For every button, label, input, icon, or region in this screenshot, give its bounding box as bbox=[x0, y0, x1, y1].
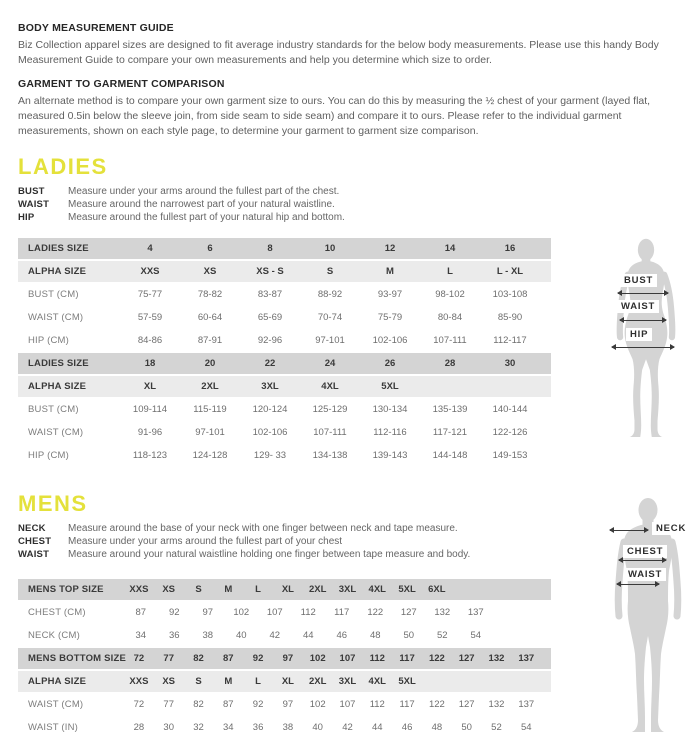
table-row-neck-cm- bbox=[18, 625, 551, 646]
table-cell: 117 bbox=[334, 607, 350, 618]
legend-row-waist bbox=[18, 199, 682, 211]
table-cell: 132 bbox=[434, 607, 451, 618]
table-row-waist-cm- bbox=[18, 307, 551, 328]
table-cell: 137 bbox=[518, 699, 535, 710]
row-label: WAIST (CM) bbox=[28, 699, 84, 710]
table-cell: 3XL bbox=[338, 676, 357, 687]
table-cell: 3XL bbox=[338, 584, 357, 595]
table-cell: 82 bbox=[193, 699, 204, 710]
table-row-waist-cm- bbox=[18, 694, 551, 715]
table-cell: 144-148 bbox=[432, 450, 468, 461]
table-cell: 38 bbox=[282, 722, 294, 733]
table-cell: 97-101 bbox=[315, 335, 345, 346]
table-cell: M bbox=[224, 676, 233, 687]
mens-section-heading: MENS bbox=[18, 491, 88, 516]
table-cell: 16 bbox=[504, 243, 516, 254]
table-cell: 82 bbox=[193, 653, 204, 664]
chest-measure-arrow-icon bbox=[619, 560, 666, 561]
table-cell: 88-92 bbox=[317, 289, 343, 300]
table-cell: 14 bbox=[444, 243, 456, 254]
ladies-size-table-2 bbox=[18, 353, 551, 466]
table-cell: 107 bbox=[339, 653, 356, 664]
table-cell: 117 bbox=[399, 653, 415, 664]
table-cell: 107 bbox=[339, 699, 356, 710]
table-cell: 139-143 bbox=[372, 450, 408, 461]
table-cell: 2XL bbox=[201, 381, 219, 392]
table-cell: 122-126 bbox=[492, 427, 528, 438]
table-cell: 44 bbox=[302, 630, 314, 641]
comparison-title: GARMENT TO GARMENT COMPARISON bbox=[18, 78, 225, 90]
table-cell: 132 bbox=[488, 653, 505, 664]
table-cell: 60-64 bbox=[197, 312, 223, 323]
table-cell: 107 bbox=[266, 607, 283, 618]
table-cell: 34 bbox=[135, 630, 147, 641]
table-cell: XS bbox=[162, 676, 176, 687]
table-cell: XS - S bbox=[256, 266, 284, 277]
row-label: HIP (CM) bbox=[28, 450, 70, 461]
table-cell: 24 bbox=[324, 358, 336, 369]
waist-figure-label: WAIST bbox=[617, 300, 659, 313]
table-cell: 97 bbox=[282, 699, 294, 710]
table-cell: 98-102 bbox=[435, 289, 465, 300]
table-cell: 78-82 bbox=[197, 289, 223, 300]
table-row-mens-bottom-size bbox=[18, 648, 551, 669]
table-cell: 115-119 bbox=[193, 404, 227, 415]
table-cell: 129- 33 bbox=[253, 450, 287, 461]
female-silhouette-icon bbox=[598, 234, 694, 449]
intro-paragraph: Biz Collection apparel sizes are designed to fit average industry standards for the below body measurements. Please use this handy Body Measurement Guide to compare your own measurements and help you determine which size to order. bbox=[18, 39, 659, 66]
table-cell: 4XL bbox=[368, 676, 386, 687]
hip-measure-arrow-icon bbox=[612, 347, 674, 348]
table-cell: 5XL bbox=[381, 381, 399, 392]
row-label: HIP (CM) bbox=[28, 335, 70, 346]
table-cell: L bbox=[255, 676, 261, 687]
ladies-measure-legend bbox=[18, 186, 682, 224]
bust-figure-label: BUST bbox=[620, 274, 657, 287]
table-cell: 2XL bbox=[308, 676, 327, 687]
table-cell: XXS bbox=[140, 266, 160, 277]
table-row-ladies-size bbox=[18, 353, 551, 374]
row-label: MENS TOP SIZE bbox=[28, 584, 104, 595]
table-cell: XXS bbox=[129, 676, 149, 687]
table-cell: 92 bbox=[252, 653, 264, 664]
legend-desc: Measure under your arms around the fullest part of your chest bbox=[68, 536, 343, 547]
table-cell: 40 bbox=[235, 630, 247, 641]
table-cell: 75-77 bbox=[137, 289, 163, 300]
table-row-alpha-size bbox=[18, 261, 551, 282]
table-cell: L bbox=[447, 266, 453, 277]
ladies-size-table-1 bbox=[18, 238, 551, 351]
table-cell: 46 bbox=[401, 722, 413, 733]
table-cell: 135-139 bbox=[432, 404, 468, 415]
table-cell: 103-108 bbox=[492, 289, 528, 300]
table-cell: S bbox=[195, 676, 202, 687]
table-cell: 130-134 bbox=[372, 404, 408, 415]
table-cell: S bbox=[195, 584, 202, 595]
table-cell: 28 bbox=[444, 358, 456, 369]
table-cell: 97 bbox=[202, 607, 214, 618]
legend-term: CHEST bbox=[18, 536, 52, 547]
row-label: WAIST (CM) bbox=[28, 427, 84, 438]
waist-measure-arrow-icon bbox=[620, 320, 666, 321]
legend-row-hip bbox=[18, 212, 682, 224]
table-cell: M bbox=[386, 266, 394, 277]
table-cell: 93-97 bbox=[377, 289, 403, 300]
table-cell: 102-106 bbox=[252, 427, 288, 438]
table-row-mens-top-size bbox=[18, 579, 551, 600]
table-cell: XXS bbox=[129, 584, 149, 595]
table-cell: 4XL bbox=[368, 584, 386, 595]
neck-measure-arrow-icon bbox=[610, 530, 648, 531]
table-cell: M bbox=[224, 584, 233, 595]
waist-figure-label: WAIST bbox=[624, 568, 666, 581]
table-cell: 38 bbox=[202, 630, 214, 641]
table-cell: 132 bbox=[488, 699, 505, 710]
table-cell: 44 bbox=[371, 722, 383, 733]
table-cell: 149-153 bbox=[492, 450, 528, 461]
table-cell: 112-116 bbox=[373, 427, 407, 438]
table-cell: 137 bbox=[467, 607, 484, 618]
row-label: LADIES SIZE bbox=[28, 243, 89, 254]
table-cell: 102 bbox=[309, 699, 326, 710]
table-cell: 112 bbox=[369, 653, 385, 664]
hip-figure-label: HIP bbox=[626, 328, 652, 341]
row-label: BUST (CM) bbox=[28, 289, 79, 300]
table-cell: 36 bbox=[252, 722, 264, 733]
legend-row-bust bbox=[18, 186, 682, 198]
row-label: ALPHA SIZE bbox=[28, 381, 87, 392]
table-cell: 109-114 bbox=[132, 404, 168, 415]
mens-size-table bbox=[18, 579, 551, 738]
table-cell: 3XL bbox=[261, 381, 279, 392]
table-cell: 2XL bbox=[308, 584, 327, 595]
table-cell: 30 bbox=[163, 722, 174, 733]
table-cell: 92 bbox=[252, 699, 264, 710]
row-label: CHEST (CM) bbox=[28, 607, 86, 618]
table-cell: 50 bbox=[403, 630, 415, 641]
table-cell: XS bbox=[162, 584, 176, 595]
table-cell: 46 bbox=[336, 630, 348, 641]
table-cell: 97-101 bbox=[195, 427, 225, 438]
table-row-alpha-size bbox=[18, 376, 551, 397]
table-cell: 102 bbox=[233, 607, 250, 618]
table-cell: S bbox=[326, 266, 334, 277]
legend-row-neck bbox=[18, 523, 682, 535]
table-cell: 97 bbox=[282, 653, 294, 664]
table-cell: 77 bbox=[163, 699, 174, 710]
legend-term: HIP bbox=[18, 212, 35, 223]
table-cell: 124-128 bbox=[192, 450, 228, 461]
table-row-ladies-size bbox=[18, 238, 551, 259]
table-cell: 12 bbox=[384, 243, 396, 254]
legend-term: NECK bbox=[18, 523, 46, 534]
row-label: LADIES SIZE bbox=[28, 358, 89, 369]
table-row-bust-cm- bbox=[18, 399, 551, 420]
ladies-section-heading: LADIES bbox=[18, 154, 108, 179]
table-cell: 42 bbox=[342, 722, 353, 733]
table-cell: 52 bbox=[491, 722, 502, 733]
table-cell: 102 bbox=[309, 653, 326, 664]
table-cell: XS bbox=[203, 266, 217, 277]
table-cell: 84-86 bbox=[137, 335, 163, 346]
table-cell: 5XL bbox=[398, 676, 416, 687]
legend-row-chest bbox=[18, 536, 682, 548]
table-cell: 125-129 bbox=[312, 404, 348, 415]
table-cell: L bbox=[255, 584, 261, 595]
table-cell: XL bbox=[143, 381, 157, 392]
table-cell: 118-123 bbox=[132, 450, 168, 461]
table-cell: 52 bbox=[436, 630, 448, 641]
mens-measure-legend bbox=[18, 523, 682, 561]
table-cell: 4 bbox=[147, 243, 153, 254]
table-cell: 87 bbox=[135, 607, 147, 618]
table-cell: 122 bbox=[428, 653, 445, 664]
table-cell: 122 bbox=[367, 607, 384, 618]
table-cell: XL bbox=[281, 676, 294, 687]
chest-figure-label: CHEST bbox=[623, 545, 667, 558]
table-row-bust-cm- bbox=[18, 284, 551, 305]
table-cell: 92-96 bbox=[257, 335, 283, 346]
legend-term: BUST bbox=[18, 186, 45, 197]
table-cell: 83-87 bbox=[257, 289, 283, 300]
table-cell: L - XL bbox=[496, 266, 524, 277]
ladies-figure bbox=[598, 234, 694, 449]
row-label: WAIST (IN) bbox=[28, 722, 79, 733]
table-cell: 117 bbox=[399, 699, 415, 710]
row-label: MENS BOTTOM SIZE bbox=[28, 653, 127, 664]
legend-term: WAIST bbox=[18, 549, 50, 560]
table-cell: 127 bbox=[458, 653, 475, 664]
table-cell: 85-90 bbox=[497, 312, 523, 323]
comparison-paragraph: An alternate method is to compare your own garment size to ours. You can do this by measuring the ½ chest of your garment (layed flat, measured 0.5in below the sleeve join, from side seam to side seam) and compare it to ours. Please refer to the individual garment measurements, shown on each style page, to determine your garment to garment size comparison. bbox=[18, 95, 651, 137]
table-cell: 134-138 bbox=[312, 450, 348, 461]
table-cell: 112 bbox=[300, 607, 316, 618]
table-cell: 127 bbox=[400, 607, 417, 618]
table-row-alpha-size bbox=[18, 671, 551, 692]
legend-desc: Measure around the narrowest part of your natural waistline. bbox=[68, 199, 335, 210]
table-cell: 54 bbox=[520, 722, 532, 733]
table-cell: 72 bbox=[133, 699, 145, 710]
waist-measure-arrow-icon bbox=[617, 584, 659, 585]
legend-desc: Measure around the fullest part of your natural hip and bottom. bbox=[68, 212, 345, 223]
table-cell: 6XL bbox=[428, 584, 446, 595]
table-cell: 92 bbox=[168, 607, 180, 618]
table-cell: 65-69 bbox=[257, 312, 283, 323]
table-cell: 107-111 bbox=[433, 335, 467, 346]
table-cell: 107-111 bbox=[313, 427, 347, 438]
table-cell: 137 bbox=[518, 653, 535, 664]
table-cell: 112 bbox=[369, 699, 385, 710]
table-cell: 80-84 bbox=[437, 312, 463, 323]
table-cell: 26 bbox=[384, 358, 396, 369]
row-label: NECK (CM) bbox=[28, 630, 80, 641]
row-label: BUST (CM) bbox=[28, 404, 79, 415]
legend-row-waist bbox=[18, 549, 682, 561]
table-cell: 28 bbox=[133, 722, 145, 733]
table-row-hip-cm- bbox=[18, 330, 551, 351]
table-cell: 122 bbox=[428, 699, 445, 710]
table-cell: 102-106 bbox=[372, 335, 408, 346]
table-cell: 50 bbox=[461, 722, 472, 733]
bust-measure-arrow-icon bbox=[618, 293, 668, 294]
table-cell: 75-79 bbox=[377, 312, 403, 323]
table-cell: XL bbox=[281, 584, 294, 595]
table-cell: 57-59 bbox=[137, 312, 163, 323]
table-cell: 140-144 bbox=[492, 404, 528, 415]
table-cell: 112-117 bbox=[493, 335, 527, 346]
table-cell: 48 bbox=[431, 722, 443, 733]
table-cell: 87 bbox=[223, 699, 234, 710]
table-cell: 10 bbox=[324, 243, 336, 254]
table-cell: 72 bbox=[133, 653, 145, 664]
table-cell: 87-91 bbox=[197, 335, 223, 346]
table-row-waist-cm- bbox=[18, 422, 551, 443]
table-cell: 87 bbox=[223, 653, 234, 664]
table-cell: 6 bbox=[207, 243, 213, 254]
table-cell: 42 bbox=[269, 630, 281, 641]
page-title: BODY MEASUREMENT GUIDE bbox=[18, 22, 174, 34]
table-row-chest-cm- bbox=[18, 602, 551, 623]
legend-desc: Measure around the base of your neck with one finger between neck and tape measure. bbox=[68, 523, 458, 534]
table-row-waist-in- bbox=[18, 717, 551, 738]
table-cell: 127 bbox=[458, 699, 475, 710]
neck-figure-label: NECK bbox=[652, 522, 690, 535]
table-cell: 4XL bbox=[321, 381, 339, 392]
table-cell: 34 bbox=[223, 722, 234, 733]
row-label: WAIST (CM) bbox=[28, 312, 84, 323]
table-cell: 48 bbox=[369, 630, 381, 641]
table-cell: 20 bbox=[204, 358, 216, 369]
legend-term: WAIST bbox=[18, 199, 50, 210]
table-cell: 5XL bbox=[398, 584, 416, 595]
table-cell: 18 bbox=[144, 358, 156, 369]
table-cell: 120-124 bbox=[252, 404, 288, 415]
legend-desc: Measure around your natural waistline holding one finger between tape measure and body. bbox=[68, 549, 471, 560]
table-cell: 54 bbox=[470, 630, 482, 641]
table-cell: 117-121 bbox=[432, 427, 468, 438]
table-cell: 8 bbox=[267, 243, 273, 254]
table-cell: 91-96 bbox=[137, 427, 163, 438]
row-label: ALPHA SIZE bbox=[28, 266, 87, 277]
table-cell: 22 bbox=[264, 358, 276, 369]
legend-desc: Measure under your arms around the fullest part of the chest. bbox=[68, 186, 340, 197]
table-cell: 32 bbox=[193, 722, 204, 733]
table-cell: 77 bbox=[163, 653, 174, 664]
table-cell: 40 bbox=[312, 722, 323, 733]
row-label: ALPHA SIZE bbox=[28, 676, 87, 687]
table-row-hip-cm- bbox=[18, 445, 551, 466]
table-cell: 36 bbox=[168, 630, 180, 641]
table-cell: 70-74 bbox=[317, 312, 343, 323]
mens-figure bbox=[598, 497, 698, 747]
table-cell: 30 bbox=[504, 358, 516, 369]
